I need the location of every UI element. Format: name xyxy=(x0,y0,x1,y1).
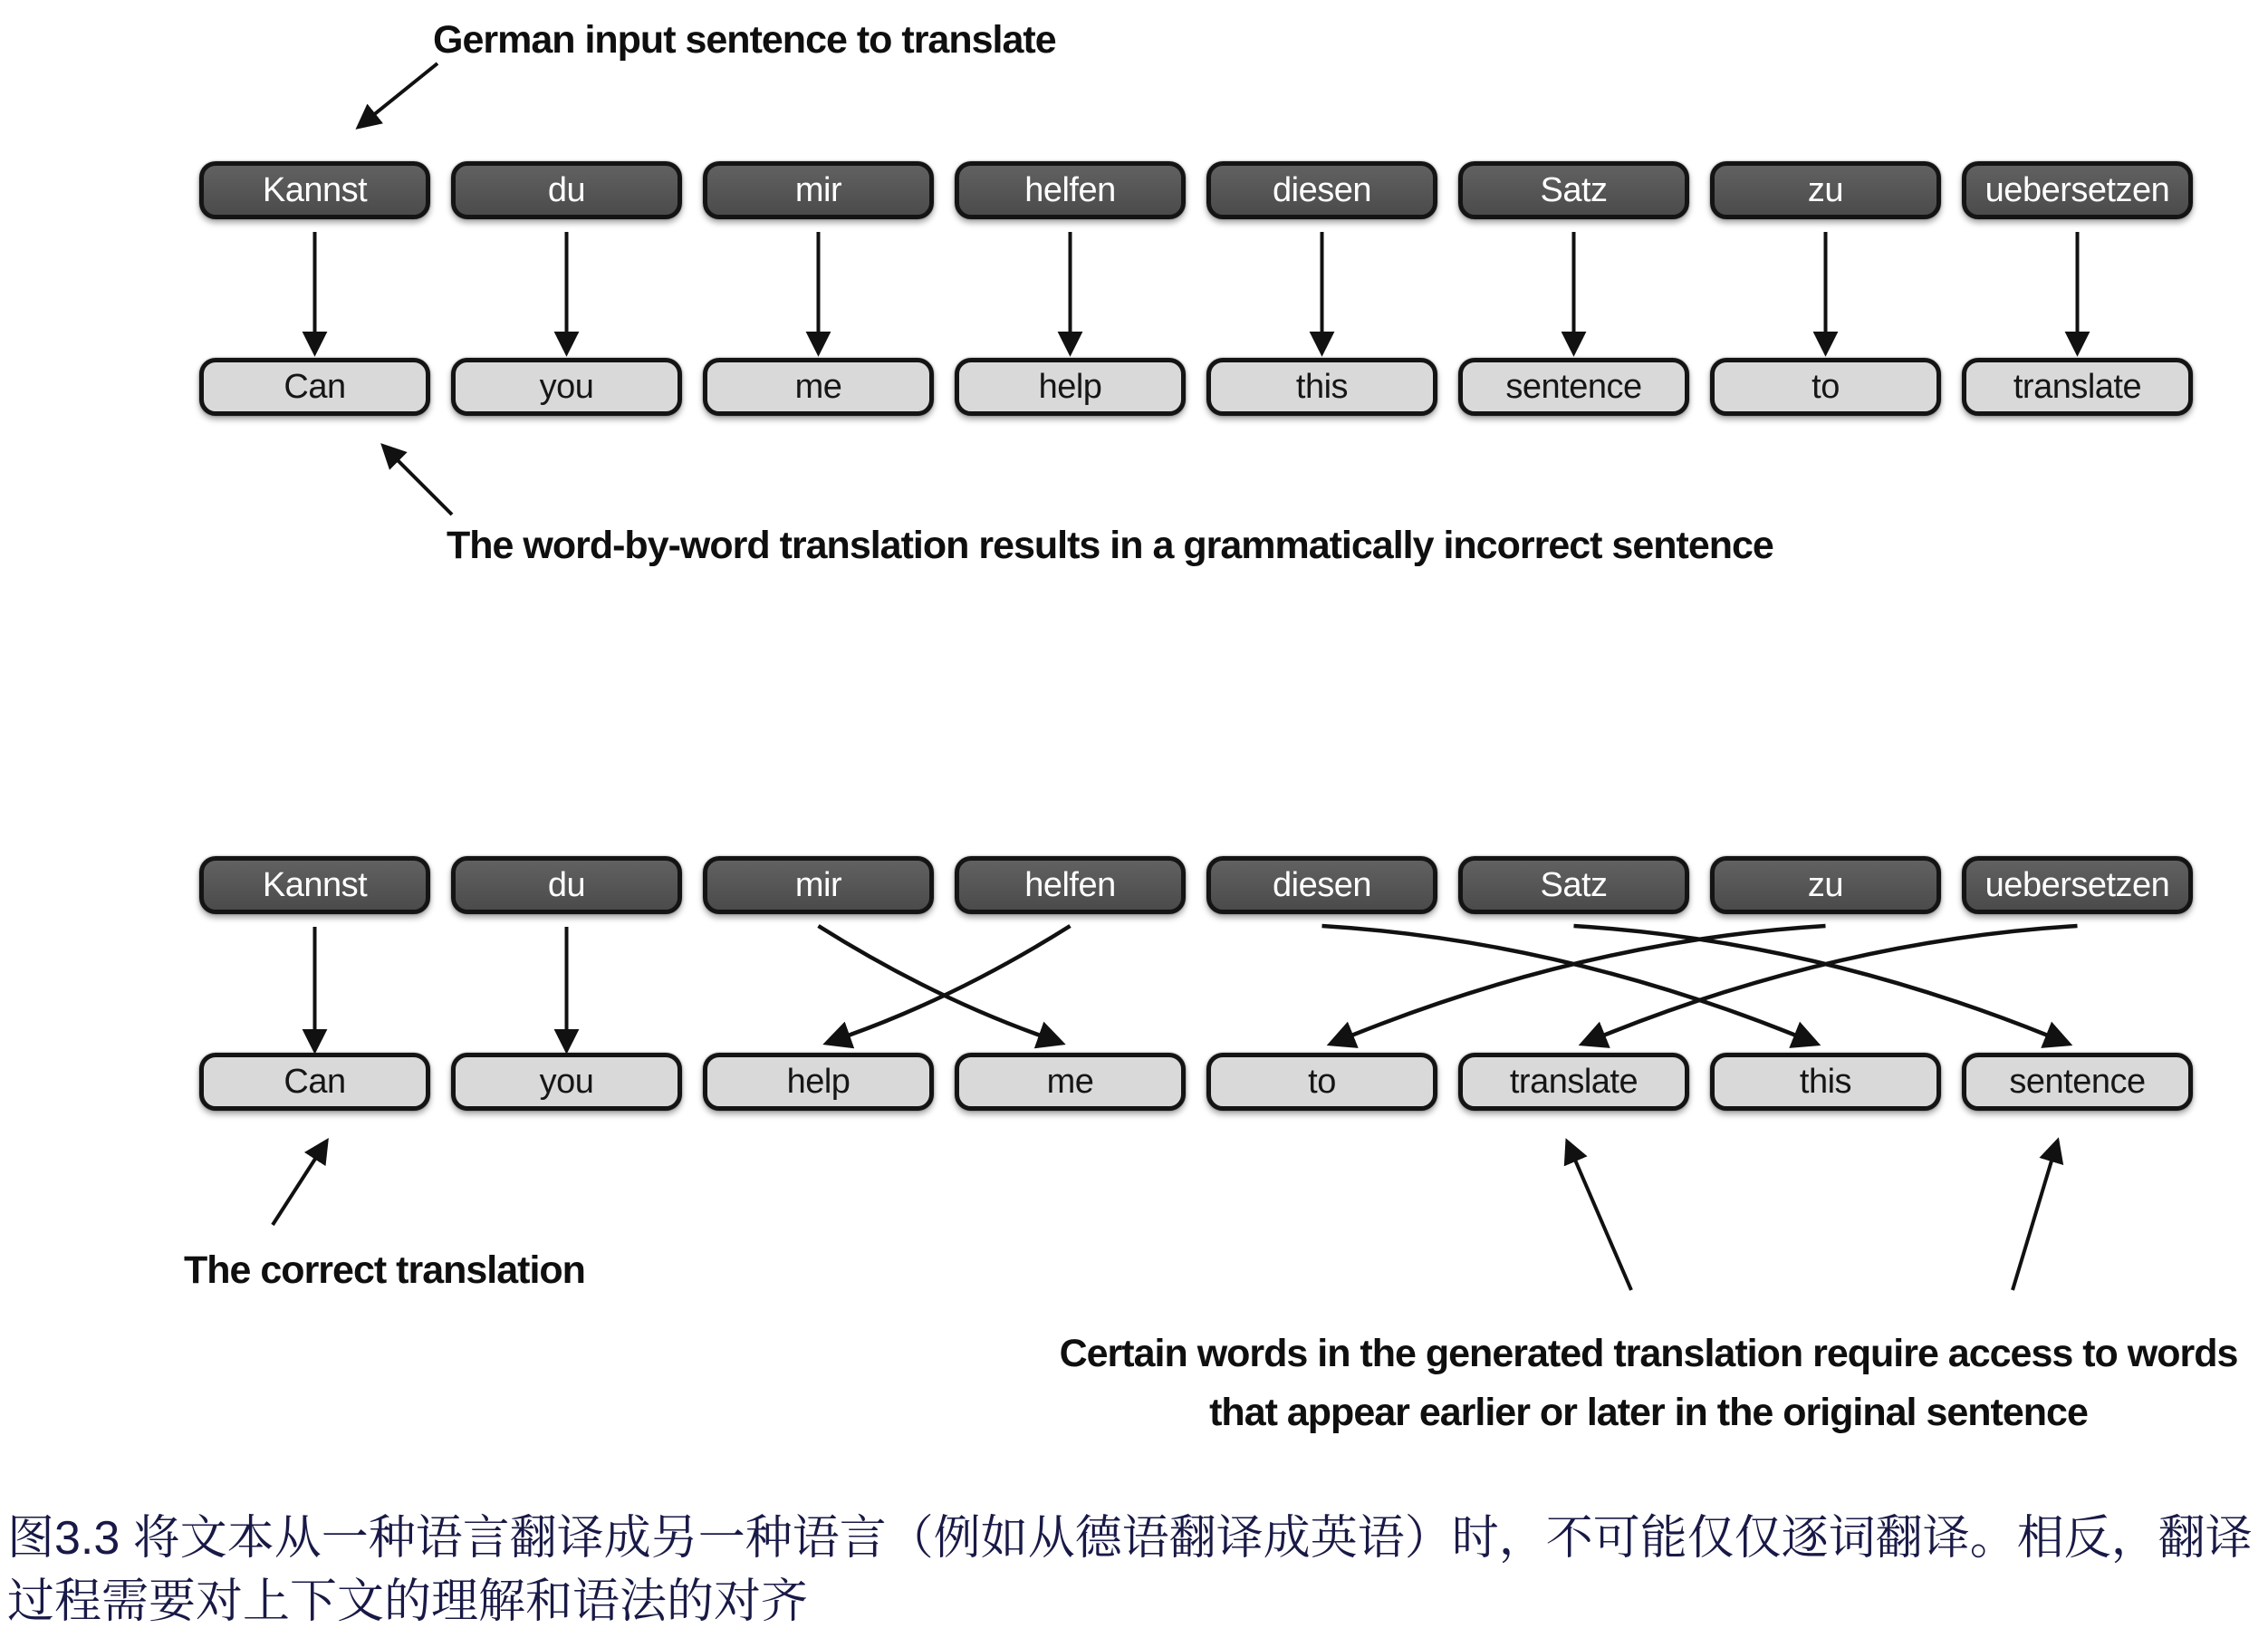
word-box-english: translate xyxy=(1962,358,2193,416)
figure-caption xyxy=(7,1507,2263,1633)
word-box-english: Can xyxy=(199,358,430,416)
word-box-english: sentence xyxy=(1962,1053,2193,1111)
annotation-context-access xyxy=(1042,1325,2255,1442)
word-box-german: Satz xyxy=(1458,856,1689,914)
alignment-arrow xyxy=(819,926,1043,1036)
word-box-english: to xyxy=(1710,358,1941,416)
bottom-german-word-row xyxy=(199,856,2193,914)
word-box-german: diesen xyxy=(1206,856,1437,914)
word-box-english: you xyxy=(451,358,682,416)
word-box-german: du xyxy=(451,856,682,914)
word-box-german: helfen xyxy=(955,161,1186,219)
annotation-context-line1: Certain words in the generated translation require access to words xyxy=(1059,1332,2238,1375)
annotation-correct-translation: The correct translation xyxy=(184,1248,585,1292)
word-box-german: mir xyxy=(703,856,934,914)
caption-line1: 图3.3 将文本从一种语言翻译成另一种语言（例如从德语翻译成英语）时，不可能仅仅逐词翻译。相反，翻译 xyxy=(7,1512,2253,1565)
word-box-german: uebersetzen xyxy=(1962,161,2193,219)
alignment-arrow xyxy=(846,926,1071,1036)
word-box-english: translate xyxy=(1458,1053,1689,1111)
top-english-word-row xyxy=(199,358,2193,416)
annotation-arrow xyxy=(372,63,437,116)
word-box-german: Satz xyxy=(1458,161,1689,219)
caption-line2: 过程需要对上下文的理解和语法的对齐 xyxy=(7,1575,809,1628)
annotation-arrow xyxy=(1574,1158,1631,1290)
word-box-english: help xyxy=(703,1053,934,1111)
word-box-german: mir xyxy=(703,161,934,219)
word-box-english: this xyxy=(1710,1053,1941,1111)
annotation-word-by-word: The word-by-word translation results in a grammatically incorrect sentence xyxy=(447,524,1773,567)
word-box-english: to xyxy=(1206,1053,1437,1111)
annotation-german-input: German input sentence to translate xyxy=(433,18,1056,62)
word-box-german: zu xyxy=(1710,856,1941,914)
word-box-english: me xyxy=(955,1053,1186,1111)
word-box-english: you xyxy=(451,1053,682,1111)
word-box-german: du xyxy=(451,161,682,219)
word-box-english: me xyxy=(703,358,934,416)
word-box-german: Kannst xyxy=(199,856,430,914)
annotation-arrow xyxy=(396,458,452,515)
word-box-english: Can xyxy=(199,1053,430,1111)
word-box-german: diesen xyxy=(1206,161,1437,219)
word-box-german: uebersetzen xyxy=(1962,856,2193,914)
word-box-english: sentence xyxy=(1458,358,1689,416)
bottom-english-word-row xyxy=(199,1053,2193,1111)
annotation-context-line2: that appear earlier or later in the original sentence xyxy=(1209,1391,2088,1434)
word-box-german: Kannst xyxy=(199,161,430,219)
top-german-word-row xyxy=(199,161,2193,219)
word-box-english: help xyxy=(955,358,1186,416)
word-box-german: zu xyxy=(1710,161,1941,219)
annotation-arrow xyxy=(2013,1158,2052,1290)
annotation-arrow xyxy=(273,1156,317,1225)
word-box-german: helfen xyxy=(955,856,1186,914)
word-box-english: this xyxy=(1206,358,1437,416)
